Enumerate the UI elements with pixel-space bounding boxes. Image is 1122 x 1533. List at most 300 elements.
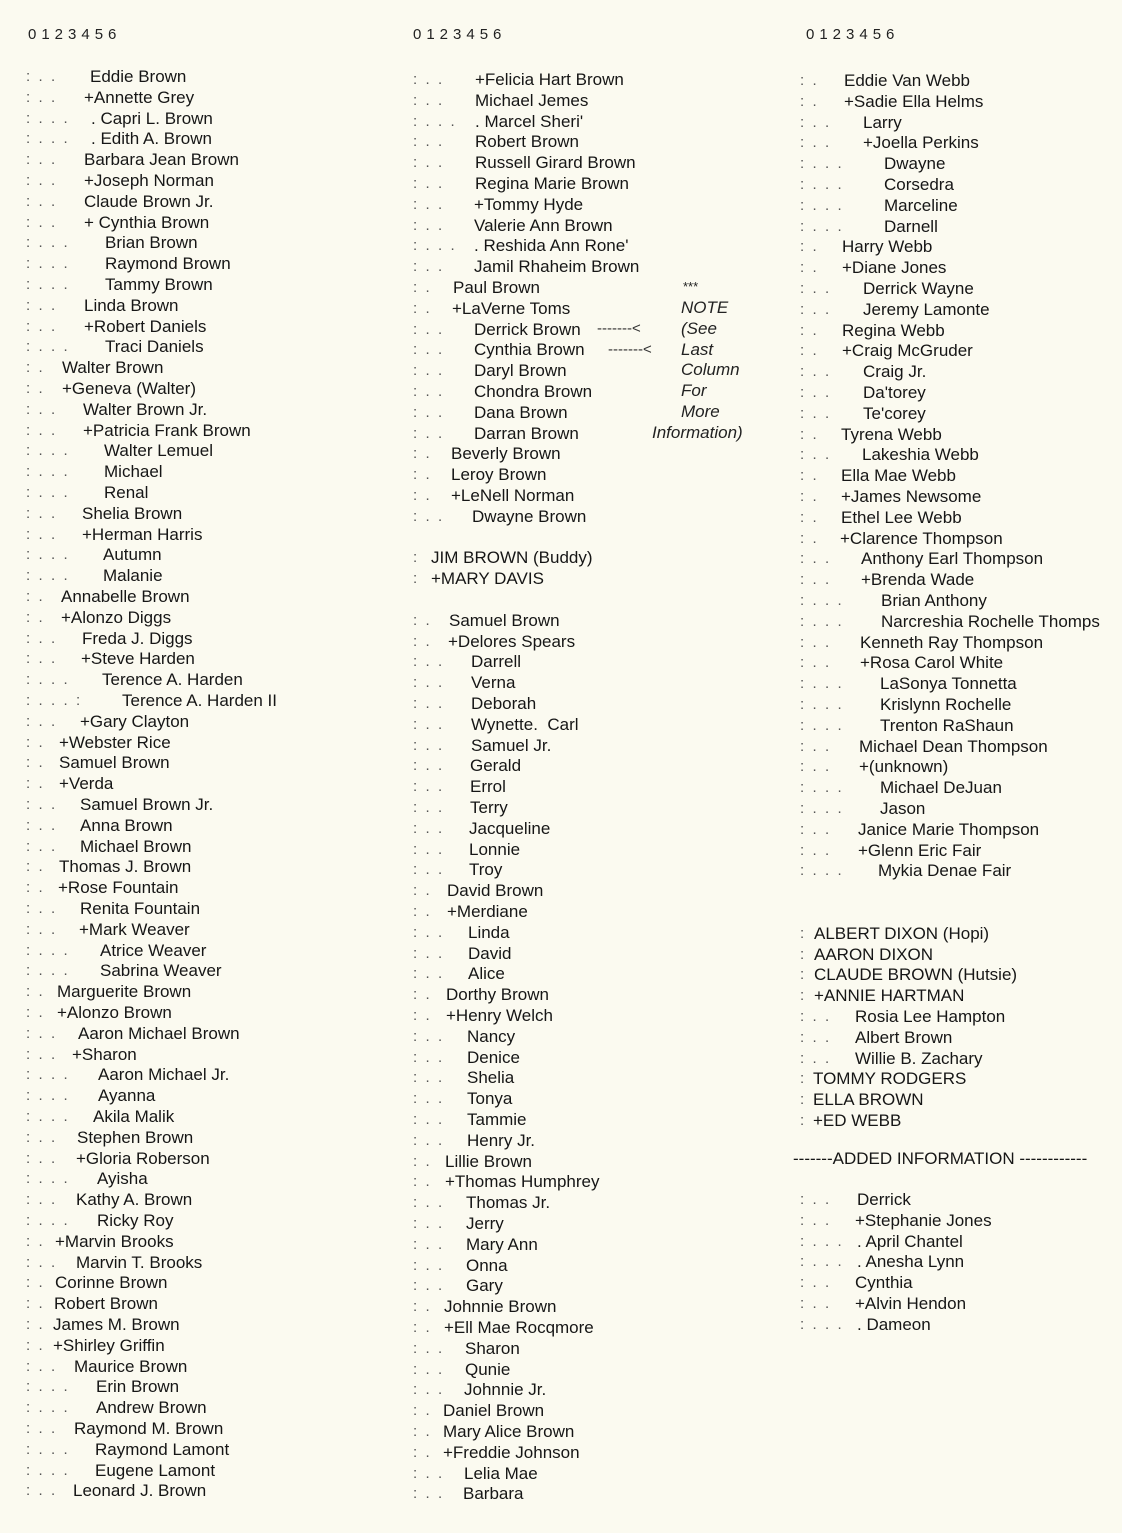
family-member-name: Lelia Mae xyxy=(464,1463,538,1483)
generation-marker: : . . xyxy=(800,841,838,859)
generation-marker: : . . xyxy=(413,1235,451,1253)
family-member-name: Corinne Brown xyxy=(55,1273,168,1293)
family-member-name: Samuel Brown xyxy=(449,610,560,630)
column-2-generation-header: 0123456 xyxy=(413,26,507,43)
family-member-name: Aaron Michael Jr. xyxy=(98,1065,230,1085)
generation-marker: : . . xyxy=(800,737,838,755)
generation-marker: : . . . xyxy=(800,592,851,609)
generation-marker: : . . . xyxy=(26,567,77,585)
family-member-name: +Annette Grey xyxy=(84,87,195,107)
note-text-line: For xyxy=(681,381,707,401)
family-member-name: +(unknown) xyxy=(859,757,949,777)
generation-marker: : . xyxy=(800,342,826,360)
generation-marker: : . . xyxy=(800,758,838,776)
generation-marker: : . . xyxy=(26,1420,64,1437)
generation-marker: : . . . xyxy=(26,941,77,959)
generation-marker: : xyxy=(413,570,426,588)
family-member-name: Eddie Brown xyxy=(90,67,187,86)
family-member-name: ELLA BROWN xyxy=(813,1090,924,1110)
generation-marker: : . . xyxy=(413,674,451,692)
generation-marker: : . . . xyxy=(26,338,77,356)
generation-marker: : . . xyxy=(800,1295,838,1312)
generation-marker: : . xyxy=(413,1173,439,1191)
generation-marker: : . xyxy=(413,1443,439,1461)
family-member-name: Traci Daniels xyxy=(105,337,204,357)
generation-marker: : . . xyxy=(800,300,838,318)
generation-marker: : . . xyxy=(26,172,64,189)
family-member-name: Atrice Weaver xyxy=(100,940,207,960)
family-member-name: +Marvin Brooks xyxy=(55,1231,174,1251)
generation-marker: : . . . xyxy=(26,1440,77,1458)
family-member-name: Chondra Brown xyxy=(474,382,593,401)
family-member-name: Albert Brown xyxy=(855,1027,953,1047)
generation-marker: : . . xyxy=(26,650,64,668)
generation-marker: : . xyxy=(26,775,52,793)
generation-marker: : . . xyxy=(413,965,451,983)
family-member-name: Akila Malik xyxy=(93,1107,175,1126)
generation-marker: : . . xyxy=(26,837,64,855)
generation-marker: : . . xyxy=(413,653,451,671)
generation-marker: : . . . xyxy=(800,696,851,713)
family-member-name: . Anesha Lynn xyxy=(857,1252,965,1272)
family-member-name: David xyxy=(468,943,512,963)
family-member-name: +Craig McGruder xyxy=(842,341,973,361)
generation-marker: : . . xyxy=(413,1090,451,1108)
note-text-line: Column xyxy=(681,360,740,380)
generation-marker: : . . xyxy=(413,133,451,151)
generation-marker: : . . xyxy=(413,195,451,213)
generation-marker: : . xyxy=(413,1423,439,1440)
generation-marker: : . . xyxy=(413,91,451,109)
generation-marker: : . xyxy=(413,299,439,317)
generation-marker: : . . xyxy=(800,1028,838,1046)
family-member-name: +James Newsome xyxy=(841,487,982,506)
generation-marker: : . xyxy=(800,467,826,485)
generation-marker: : . . xyxy=(800,1049,838,1067)
note-text-line: More xyxy=(681,402,720,421)
family-member-name: +Stephanie Jones xyxy=(855,1210,992,1230)
generation-marker: : . . xyxy=(26,68,64,85)
generation-marker: : xyxy=(800,1112,813,1129)
family-member-name: +Freddie Johnson xyxy=(443,1442,580,1462)
family-member-name: Corsedra xyxy=(884,175,954,194)
family-member-name: +Verda xyxy=(59,774,114,794)
generation-marker: : . xyxy=(26,1336,52,1354)
generation-marker: : . . xyxy=(413,944,451,962)
generation-marker: : . . xyxy=(413,1464,451,1482)
generation-marker: : . . xyxy=(413,1215,451,1232)
family-member-name: Shelia xyxy=(467,1068,515,1088)
family-member-name: Rosia Lee Hampton xyxy=(855,1007,1006,1026)
family-member-name: +LeNell Norman xyxy=(451,486,575,505)
family-member-name: Paul Brown xyxy=(453,278,540,297)
family-member-name: Walter Brown xyxy=(62,358,164,378)
generation-marker: : . xyxy=(26,858,52,876)
generation-marker: : . . . xyxy=(800,612,851,630)
generation-marker: : . . xyxy=(413,1069,451,1087)
family-member-name: Cynthia xyxy=(855,1273,913,1293)
family-member-name: Erin Brown xyxy=(96,1377,180,1397)
family-member-name: Te'corey xyxy=(863,403,926,423)
family-member-name: +LaVerne Toms xyxy=(452,298,571,318)
family-member-name: Beverly Brown xyxy=(451,444,561,464)
family-member-name: +Rose Fountain xyxy=(58,878,179,898)
generation-marker: : . xyxy=(413,1298,439,1316)
family-member-name: . April Chantel xyxy=(857,1231,963,1251)
generation-marker: : . . xyxy=(800,363,838,381)
family-member-name: +Webster Rice xyxy=(59,732,171,752)
generation-marker: : . xyxy=(413,903,439,920)
generation-marker: : . . . xyxy=(26,130,77,148)
family-member-name: Cynthia Brown xyxy=(474,340,585,360)
generation-marker: : . . . xyxy=(26,1378,77,1396)
family-member-name: +Gary Clayton xyxy=(80,711,190,731)
family-member-name: Derrick xyxy=(857,1190,911,1209)
family-member-name: Freda J. Diggs xyxy=(82,628,193,648)
generation-marker: : . . xyxy=(800,820,838,838)
generation-marker: : . . . xyxy=(26,1066,77,1084)
generation-marker: : . . xyxy=(413,1277,451,1295)
generation-marker: : . . xyxy=(26,317,64,335)
generation-marker: : xyxy=(800,1091,813,1109)
family-member-name: Darran Brown xyxy=(474,423,579,443)
generation-marker: : . xyxy=(26,608,52,626)
generation-marker: : . . xyxy=(26,1149,64,1167)
generation-marker: : . . xyxy=(413,1111,451,1128)
family-member-name: Mary Ann xyxy=(466,1234,538,1254)
generation-marker: : . . xyxy=(413,1194,451,1212)
generation-marker: : . . xyxy=(800,1191,838,1208)
family-member-name: Walter Lemuel xyxy=(104,441,213,461)
generation-marker: : . . . xyxy=(800,217,851,235)
family-member-name: Jamil Rhaheim Brown xyxy=(474,257,640,277)
generation-marker: : . . xyxy=(413,507,451,525)
generation-marker: : . xyxy=(26,380,52,397)
generation-marker: : . xyxy=(26,1274,52,1292)
generation-marker: : . . xyxy=(26,816,64,834)
generation-marker: : . xyxy=(26,588,52,605)
family-member-name: Ayisha xyxy=(97,1169,148,1189)
family-member-name: Craig Jr. xyxy=(863,362,927,382)
generation-marker: : . . . xyxy=(26,1399,77,1417)
generation-marker: : . xyxy=(413,632,439,650)
generation-marker: : . . xyxy=(26,1128,64,1146)
family-member-name: Sabrina Weaver xyxy=(100,961,222,981)
family-member-name: Daryl Brown xyxy=(474,361,567,381)
family-member-name: Raymond Lamont xyxy=(95,1439,230,1459)
family-member-name: Lonnie xyxy=(469,839,521,859)
generation-marker: : . . xyxy=(800,654,838,672)
family-member-name: Annabelle Brown xyxy=(61,587,190,606)
family-member-name: Dorthy Brown xyxy=(446,985,549,1005)
family-member-name: Tyrena Webb xyxy=(841,424,942,444)
generation-marker: : . . xyxy=(413,695,451,712)
generation-marker: : . . xyxy=(413,175,451,192)
generation-marker: : . . xyxy=(413,840,451,858)
generation-marker: : . . xyxy=(413,1360,451,1378)
family-member-name: +Steve Harden xyxy=(81,649,195,669)
generation-marker: : . . . xyxy=(26,1461,77,1479)
family-member-name: Daniel Brown xyxy=(443,1401,545,1421)
family-member-name: Denice xyxy=(467,1047,520,1067)
generation-marker: : . xyxy=(800,425,826,443)
family-member-name: Michael xyxy=(104,462,163,482)
family-member-name: Gerald xyxy=(470,756,522,776)
generation-marker: : . . xyxy=(800,404,838,422)
family-member-name: ALBERT DIXON (Hopi) xyxy=(814,923,990,943)
family-member-name: Samuel Brown Jr. xyxy=(80,795,214,814)
generation-marker: : . . xyxy=(413,923,451,941)
family-member-name: Maurice Brown xyxy=(74,1356,188,1376)
generation-marker: : . . . xyxy=(800,196,851,214)
generation-marker: : . . xyxy=(800,134,838,152)
family-member-name: Darnell xyxy=(884,216,938,236)
generation-marker: : . . . xyxy=(800,1232,851,1250)
generation-marker: : . . xyxy=(413,819,451,837)
generation-marker: : . . xyxy=(26,1024,64,1042)
generation-marker: : . xyxy=(800,72,826,89)
family-member-name: Marvin T. Brooks xyxy=(76,1252,203,1272)
generation-marker: : . . . xyxy=(26,1087,77,1105)
family-member-name: Leroy Brown xyxy=(451,465,547,485)
family-member-name: Stephen Brown xyxy=(77,1127,194,1147)
family-member-name: Walter Brown Jr. xyxy=(83,399,208,419)
family-member-name: Marguerite Brown xyxy=(57,982,192,1002)
family-member-name: . Edith A. Brown xyxy=(91,129,212,149)
generation-marker: : . . xyxy=(413,799,451,816)
generation-marker: : . . . xyxy=(26,1108,77,1125)
generation-marker: : . . . : xyxy=(26,692,89,709)
generation-marker: : . xyxy=(800,238,826,256)
generation-marker: : . . xyxy=(26,504,64,522)
generation-marker: : . . . xyxy=(413,237,464,255)
family-member-name: Trenton RaShaun xyxy=(880,715,1014,735)
generation-marker: : xyxy=(800,1070,813,1088)
generation-marker: : . . xyxy=(413,715,451,733)
family-member-name: Dwayne xyxy=(884,154,946,174)
generation-marker: : . . xyxy=(413,1485,451,1503)
generation-marker: : . . xyxy=(413,216,451,234)
generation-marker: : . xyxy=(413,1152,439,1170)
family-member-name: Mary Alice Brown xyxy=(443,1422,575,1441)
generation-marker: : . . xyxy=(26,712,64,730)
family-member-name: +Diane Jones xyxy=(842,258,947,278)
family-member-name: Brian Anthony xyxy=(881,591,987,610)
generation-marker: : . . . xyxy=(26,962,77,980)
generation-marker: : xyxy=(800,924,813,942)
family-member-name: Leonard J. Brown xyxy=(73,1481,207,1501)
generation-marker: : . . xyxy=(413,71,451,88)
generation-marker: : . . . xyxy=(26,109,77,127)
generation-marker: : . . xyxy=(26,400,64,418)
family-member-name: Tonya xyxy=(467,1089,513,1109)
family-member-name: Linda xyxy=(468,922,510,942)
family-member-name: TOMMY RODGERS xyxy=(813,1069,967,1089)
family-member-name: Da'torey xyxy=(863,383,926,402)
family-member-name: Verna xyxy=(471,673,516,693)
generation-marker: : . . xyxy=(26,1045,64,1063)
generation-marker: : . . . xyxy=(26,234,77,252)
family-member-name: Lakeshia Webb xyxy=(862,445,979,465)
generation-marker: : . . . xyxy=(800,176,851,193)
family-member-name: Autumn xyxy=(103,545,162,565)
family-member-name: James M. Brown xyxy=(53,1315,180,1334)
generation-marker: : . xyxy=(413,279,439,296)
generation-marker: : . . xyxy=(800,446,838,464)
family-member-name: Tammy Brown xyxy=(105,275,213,294)
family-member-name: Renal xyxy=(104,483,149,502)
family-member-name: Michael Jemes xyxy=(475,90,589,110)
family-member-name: Deborah xyxy=(471,694,537,713)
family-member-name: Anna Brown xyxy=(80,815,173,835)
generation-marker: : . . xyxy=(26,421,64,439)
family-member-name: +Clarence Thompson xyxy=(840,528,1003,548)
added-information-heading: -------ADDED INFORMATION ------------ xyxy=(793,1149,1088,1168)
family-member-name: Malanie xyxy=(103,566,163,586)
generation-marker: : . . xyxy=(413,403,451,421)
family-member-name: Kenneth Ray Thompson xyxy=(860,632,1044,652)
generation-marker: : . . xyxy=(413,154,451,172)
family-member-name: +Brenda Wade xyxy=(861,570,975,590)
generation-marker: : . . xyxy=(26,296,64,314)
generation-marker: : xyxy=(800,987,813,1005)
family-member-name: Marceline xyxy=(884,195,958,215)
note-text-line: (See xyxy=(681,318,717,338)
family-member-name: Sharon xyxy=(465,1338,520,1358)
family-member-name: Terence A. Harden xyxy=(102,670,243,690)
generation-marker: : . . xyxy=(26,1482,64,1500)
generation-marker: : . xyxy=(413,986,439,1004)
family-member-name: Jason xyxy=(880,799,926,818)
family-member-name: +ANNIE HARTMAN xyxy=(814,986,965,1006)
family-member-name: Johnnie Jr. xyxy=(464,1380,547,1400)
family-member-name: Shelia Brown xyxy=(82,503,183,523)
generation-marker: : . xyxy=(26,879,52,897)
family-member-name: +Herman Harris xyxy=(82,524,203,544)
family-member-name: +Henry Welch xyxy=(446,1006,553,1025)
family-member-name: . Marcel Sheri' xyxy=(475,111,584,131)
family-member-name: +Sadie Ella Helms xyxy=(844,91,984,111)
generation-marker: : . . xyxy=(413,424,451,442)
generation-marker: : . . xyxy=(800,1008,838,1025)
note-text-line: Last xyxy=(681,339,714,359)
generation-marker: : . . xyxy=(413,1256,451,1274)
generation-marker: : . . xyxy=(26,920,64,938)
family-member-name: Raymond M. Brown xyxy=(74,1419,224,1438)
generation-marker: : . . . xyxy=(26,484,77,501)
family-member-name: Ethel Lee Webb xyxy=(841,507,962,527)
family-member-name: +Patricia Frank Brown xyxy=(83,420,251,440)
generation-marker: : . . xyxy=(413,1381,451,1399)
family-member-name: Larry xyxy=(863,112,902,132)
family-member-name: Jacqueline xyxy=(469,818,551,838)
family-member-name: Alice xyxy=(468,964,505,984)
family-member-name: +Joseph Norman xyxy=(84,171,214,190)
generation-marker: : . . xyxy=(800,113,838,131)
family-member-name: Eddie Van Webb xyxy=(844,71,971,90)
generation-marker: : . xyxy=(26,983,52,1001)
generation-marker: : . xyxy=(26,1295,52,1313)
family-member-name: +Merdiane xyxy=(447,902,528,921)
family-member-name: Qunie xyxy=(465,1359,511,1379)
generation-marker: : . . . xyxy=(800,779,851,797)
family-member-name: Samuel Jr. xyxy=(471,735,552,755)
family-member-name: + Cynthia Brown xyxy=(84,212,210,232)
family-member-name: Janice Marie Thompson xyxy=(858,819,1040,839)
family-member-name: Krislynn Rochelle xyxy=(880,695,1012,714)
family-member-name: Anthony Earl Thompson xyxy=(861,549,1044,569)
generation-marker: : . . xyxy=(413,1048,451,1066)
family-member-name: AARON DIXON xyxy=(814,944,934,964)
family-member-name: . Dameon xyxy=(857,1314,931,1334)
generation-marker: : . xyxy=(26,1004,52,1021)
family-member-name: +Alonzo Diggs xyxy=(61,607,172,627)
generation-marker: : . . xyxy=(800,571,838,589)
generation-marker: : . xyxy=(413,1007,439,1024)
generation-marker: : . . xyxy=(413,341,451,359)
generation-marker: : . xyxy=(26,1316,52,1333)
family-member-name: Gary xyxy=(466,1276,503,1296)
family-member-name: Wynette. Carl xyxy=(471,714,579,734)
family-member-name: Jerry xyxy=(466,1214,504,1233)
family-member-name: Renita Fountain xyxy=(80,899,201,918)
generation-marker: : . . xyxy=(413,1339,451,1357)
generation-marker: : . . xyxy=(413,362,451,380)
generation-marker: : . . . xyxy=(800,675,851,693)
family-member-name: +Shirley Griffin xyxy=(53,1335,165,1355)
family-member-name: Brian Brown xyxy=(105,233,198,253)
family-member-name: +Alonzo Brown xyxy=(57,1003,172,1022)
family-member-name: Terry xyxy=(470,798,508,817)
generation-marker: : . . . xyxy=(26,276,77,293)
family-member-name: Barbara xyxy=(463,1484,524,1504)
family-member-name: Michael Dean Thompson xyxy=(859,736,1048,756)
family-member-name: Michael DeJuan xyxy=(880,778,1002,798)
family-member-name: Nancy xyxy=(467,1026,516,1046)
generation-marker: : . . . xyxy=(26,1170,77,1188)
family-member-name: +Tommy Hyde xyxy=(474,194,584,214)
family-member-name: CLAUDE BROWN (Hutsie) xyxy=(814,965,1018,985)
family-member-name: Willie B. Zachary xyxy=(855,1048,983,1068)
family-member-name: Claude Brown Jr. xyxy=(84,191,214,211)
generation-marker: : . xyxy=(800,529,826,547)
generation-marker: : . . xyxy=(800,280,838,297)
generation-marker: : . . xyxy=(800,550,838,568)
generation-marker: : . . xyxy=(800,1211,838,1229)
generation-marker: : . xyxy=(413,445,439,463)
family-member-name: Thomas Jr. xyxy=(466,1193,551,1213)
family-member-name: Onna xyxy=(466,1255,508,1275)
generation-marker: : . . xyxy=(26,213,64,231)
family-member-name: Derrick Wayne xyxy=(863,279,974,298)
generation-marker: : . . . xyxy=(26,255,77,273)
generation-marker: : . . . xyxy=(413,112,464,130)
generation-marker: : . xyxy=(26,359,52,377)
family-member-name: Jeremy Lamonte xyxy=(863,299,990,319)
family-member-name: +Joella Perkins xyxy=(863,133,979,153)
generation-marker: : . xyxy=(413,882,439,900)
generation-marker: : . xyxy=(800,259,826,277)
family-member-name: Mykia Denae Fair xyxy=(878,861,1012,881)
family-member-name: +ED WEBB xyxy=(813,1111,902,1130)
generation-marker: : . xyxy=(413,1319,439,1336)
generation-marker: : . . xyxy=(26,1191,64,1209)
generation-marker: : . . . xyxy=(26,671,77,689)
family-member-name: Eugene Lamont xyxy=(95,1460,216,1480)
note-asterisks: *** xyxy=(683,279,699,294)
note-text-line: NOTE xyxy=(681,298,729,317)
family-member-name: Ella Mae Webb xyxy=(841,466,956,486)
